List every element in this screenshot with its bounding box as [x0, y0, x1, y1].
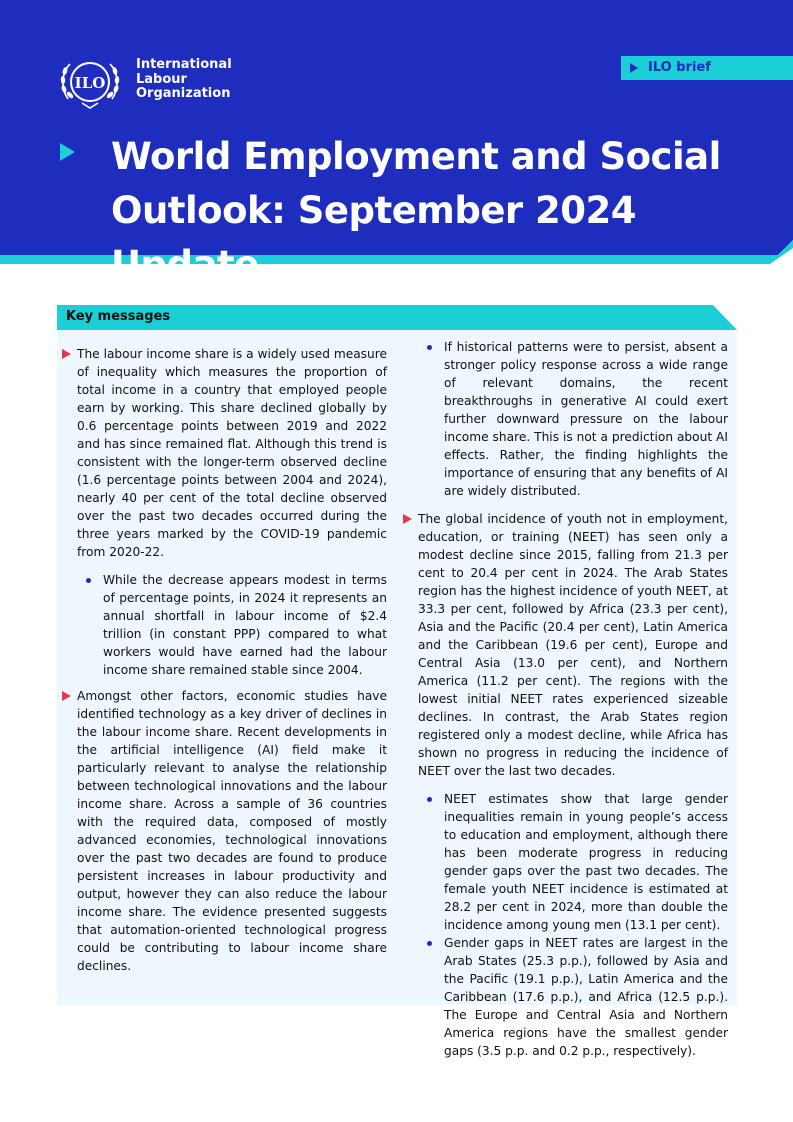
sub-list-item [444, 790, 728, 934]
bullet-arrow-icon [62, 349, 71, 359]
play-triangle-icon [630, 63, 638, 73]
list-item [418, 510, 728, 780]
bullet-dot-icon [427, 941, 432, 946]
org-name-line: Organization [136, 86, 231, 101]
key-messages-title: Key messages [66, 309, 171, 324]
list-item [77, 345, 387, 561]
page-title-line: Outlook: September 2024 Update [111, 189, 637, 286]
sub-list-item-text: Gender gaps in NEET rates are largest in the Arab States (25.3 p.p.), followed by Asia and the Pacific (19.1 p.p.), Latin America and the Caribbean (17.6 p.p.), and Africa (12.5 p.p.). The Europe and Central Asia and Northern America regions have the smallest gender gaps (3.5 p.p. and 0.2 p.p., respectively). [444, 936, 728, 1058]
sub-list-item-text: NEET estimates show that large gender inequalities remain in young people’s access to education and employment, although there has been moderate progress in reducing gender gaps over the past two decades. The female youth NEET incidence is estimated at 28.2 per cent in 2024, more than double the incidence among young men (13.1 per cent). [444, 792, 728, 932]
list-item-text: Amongst other factors, economic studies have identified technology as a key driver of declines in the labour income share. Recent developments in the artificial intelligence (AI) field make it particularly relevant to analyse the relationship between technological innovations and the labour income share. Across a sample of 36 countries with the required data, composed of mostly advanced economies, technological innovations over the past two decades are found to produce persistent increases in labour productivity and output, however they can also reduce the labour income share. The evidence presented suggests that automation-oriented technological progress could be contributing to labour income share declines. [77, 689, 387, 973]
left-column [77, 345, 387, 975]
bullet-arrow-icon [62, 691, 71, 701]
organization-name [136, 58, 232, 102]
page-title [111, 130, 771, 292]
sub-list-item [444, 934, 728, 1060]
bullet-dot-icon [427, 797, 432, 802]
title-triangle-icon [60, 143, 75, 161]
list-item-text: The global incidence of youth not in employment, education, or training (NEET) has seen only a modest decline since 2015, falling from 21.3 per cent to 20.4 per cent in 2024. The Arab States region has the highest incidence of youth NEET, at 33.3 per cent, followed by Africa (23.3 per cent), Asia and the Pacific (20.4 per cent), Latin America and the Caribbean (19.6 per cent), Europe and Central Asia (13.0 per cent), and Northern America (11.2 per cent). The regions with the lowest initial NEET rates experienced sizeable declines. In contrast, the Arab States region registered only a modest decline, while Africa has shown no progress in reducing the incidence of NEET over the last two decades. [418, 512, 728, 778]
header-banner [0, 0, 793, 286]
org-name-line: International [136, 57, 232, 72]
sub-list-item [103, 571, 387, 679]
ilo-logo-icon [58, 55, 122, 111]
org-name-line: Labour [136, 71, 187, 87]
sub-list-item [444, 338, 728, 500]
page-title-line: World Employment and Social [111, 135, 721, 178]
list-item-text: The labour income share is a widely used measure of inequality which measures the proportion of total income in a country that employed people earn by working. This share declined globally by 0.6 percentage points between 2019 and 2022 and has since remained flat. Although this trend is consistent with the longer-term observed decline (1.6 percentage points between 2004 and 2024), nearly 40 per cent of the total decline observed over the past two decades occurred during the three years marked by the COVID-19 pandemic from 2020-22. [77, 347, 387, 559]
right-column [418, 338, 728, 1060]
brief-tag [621, 56, 793, 80]
sub-list-item-text: If historical patterns were to persist, absent a stronger policy response across a wide range of relevant domains, the recent breakthroughs in generative AI could exert further downward pressure on the labour income share. This is not a prediction about AI effects. Rather, the finding highlights the importance of ensuring that any benefits of AI are widely distributed. [444, 340, 728, 498]
bullet-arrow-icon [403, 514, 412, 524]
bullet-dot-icon [86, 578, 91, 583]
bullet-dot-icon [427, 345, 432, 350]
list-item [77, 687, 387, 975]
brief-tag-label: ILO brief [648, 60, 711, 75]
key-messages-heading [57, 305, 737, 330]
sub-list-item-text: While the decrease appears modest in terms of percentage points, in 2024 it represents an annual shortfall in labour income of $2.4 trillion (in constant PPP) compared to what workers would have earned had the labour income share remained stable since 2004. [103, 573, 387, 677]
logo-text: ILO [74, 74, 106, 92]
